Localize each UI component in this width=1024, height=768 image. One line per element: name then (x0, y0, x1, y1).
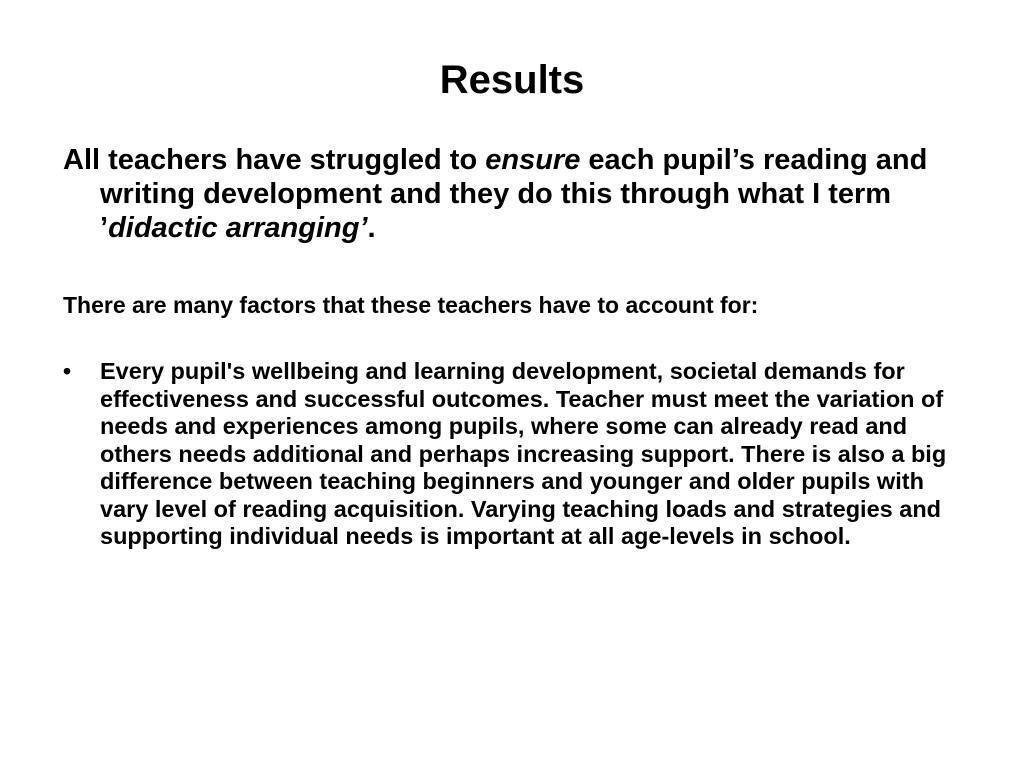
bullet-text: Every pupil's wellbeing and learning development, societal demands for effectiveness and successful outcomes. Teacher must meet the variation of needs and experiences among pupils, where some can already read and others needs additional and perhaps increasing support. There is also a big difference between teaching beginners and younger and older pupils with vary level of reading acquisition. Varying teaching loads and strategies and supporting individual needs is important at all age-levels in school. (100, 358, 947, 549)
slide-title: Results (439, 58, 585, 102)
bullet-marker: • (63, 358, 72, 384)
intro-emphasis-didactic-arranging: didactic arranging’ (108, 212, 368, 244)
intro-text-part3: . (367, 212, 376, 244)
intro-text-part2: each pupil’s reading and writing development and they do this through what I term ’ (100, 144, 928, 244)
intro-emphasis-ensure: ensure (485, 144, 581, 176)
intro-paragraph (63, 143, 980, 245)
intro-text-part1: All teachers have struggled to (63, 144, 486, 176)
factors-heading: There are many factors that these teachers have to account for: (63, 292, 759, 318)
